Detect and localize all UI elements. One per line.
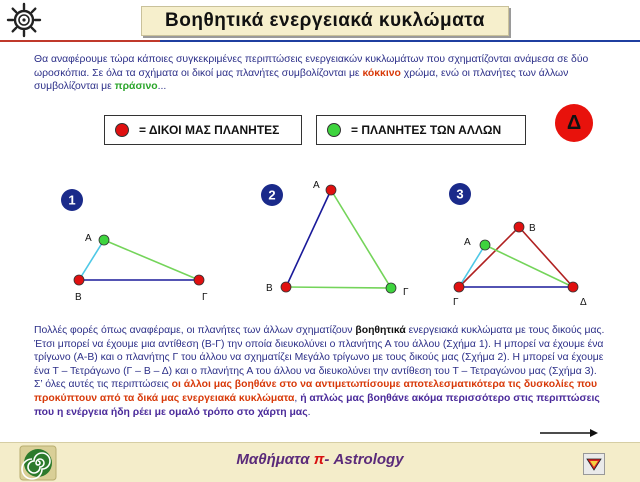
legend-others-planets bbox=[316, 115, 526, 145]
figure-3-label-b: Β bbox=[529, 223, 536, 234]
figure-3 bbox=[449, 183, 587, 308]
figure-3-label-d: Δ bbox=[580, 297, 587, 308]
sun-logo-icon bbox=[6, 2, 42, 38]
body-paragraph: Πολλές φορές όπως αναφέραμε, οι πλανήτες των άλλων σχηματίζουν βοηθητικά ενεργειακά κυκλώματα με τους δικούς μας. Έτσι μπορεί να έχουμε μια αντίθεση (Β-Γ) την οποία διευκολύνει ο πλανήτης Α του άλλου (Σχήμα 1). Η μπορεί να έχουμε ένα τρίγωνο (Α-Β) και ο πλανήτης Γ του άλλου να σχηματίζει Μεγάλο τρίγωνο με τους δικούς μας (Σχήμα 2). Η μπορεί να έχουμε ένα Τ – Τετράγωνο (Γ – Β – Δ) και ο πλανήτης Α του άλλου να διευκολύνει την αντίθεση του Τ – Τετραγώνου μας (Σχήμα 3). Σ’ όλες αυτές τις περιπτώσεις οι άλλοι μας βοηθάνε στο να αντιμετωπίσουμε αποτελεσματικότερα τις δυσκολίες που προκύπτουν από τα δικά μας ενεργειακά κυκλώματα, ή απλώς μας βοηθάνε ακόμα περισσότερο στις περιπτώσεις που η ενέργεια ήδη ρέει με ομαλό τρόπο στο χάρτη μας. bbox=[34, 325, 605, 418]
figure-3-number: 3 bbox=[456, 186, 464, 202]
figure-1-number: 1 bbox=[68, 192, 76, 208]
footer bbox=[0, 442, 640, 482]
legend-own-label: = ΔΙΚΟΙ ΜΑΣ ΠΛΑΝΗΤΕΣ bbox=[139, 123, 280, 137]
header-divider bbox=[0, 40, 640, 42]
figures-diagram bbox=[0, 170, 640, 320]
down-nav-icon[interactable] bbox=[583, 453, 605, 475]
figure-2-label-a: Α bbox=[313, 180, 320, 191]
figure-2-number: 2 bbox=[268, 187, 276, 203]
red-dot-icon bbox=[115, 123, 129, 137]
figure-1-label-g: Γ bbox=[202, 292, 208, 303]
figure-2-label-g: Γ bbox=[403, 287, 409, 298]
figure-1-label-a: Α bbox=[85, 233, 92, 244]
delta-badge[interactable]: Δ bbox=[555, 104, 593, 142]
figure-1-label-b: Β bbox=[75, 292, 82, 303]
figure-2 bbox=[261, 180, 409, 298]
intro-paragraph: Θα αναφέρουμε τώρα κάποιες συγκεκριμένες περιπτώσεις ενεργειακών κυκλωμάτων που σχηματίζονται ανάμεσα σε δύο ωροσκόπια. Σε όλα τα σχήματα οι δικοί μας πλανήτες συμβολίζονται με κόκκινο χρώμα, ενώ οι πλανήτες των άλλων συμβολίζονται με πράσινο... bbox=[34, 54, 589, 92]
figure-3-label-a: Α bbox=[464, 237, 471, 248]
figure-2-label-b: Β bbox=[266, 283, 273, 294]
footer-brand: Μαθήματα π- Astrology bbox=[236, 451, 404, 468]
green-word: πράσινο bbox=[114, 81, 158, 92]
legend-others-label: = ΠΛΑΝΗΤΕΣ ΤΩΝ ΑΛΛΩΝ bbox=[351, 123, 502, 137]
page-title: Βοηθητικά ενεργειακά κυκλώματα bbox=[141, 6, 509, 36]
figure-3-label-g: Γ bbox=[453, 297, 459, 308]
legend-own-planets bbox=[104, 115, 302, 145]
header bbox=[0, 0, 640, 40]
next-arrow-icon[interactable] bbox=[540, 428, 598, 438]
figure-1 bbox=[61, 189, 208, 303]
spiral-logo-icon[interactable] bbox=[18, 445, 58, 481]
green-dot-icon bbox=[327, 123, 341, 137]
red-word: κόκκινο bbox=[362, 67, 401, 79]
